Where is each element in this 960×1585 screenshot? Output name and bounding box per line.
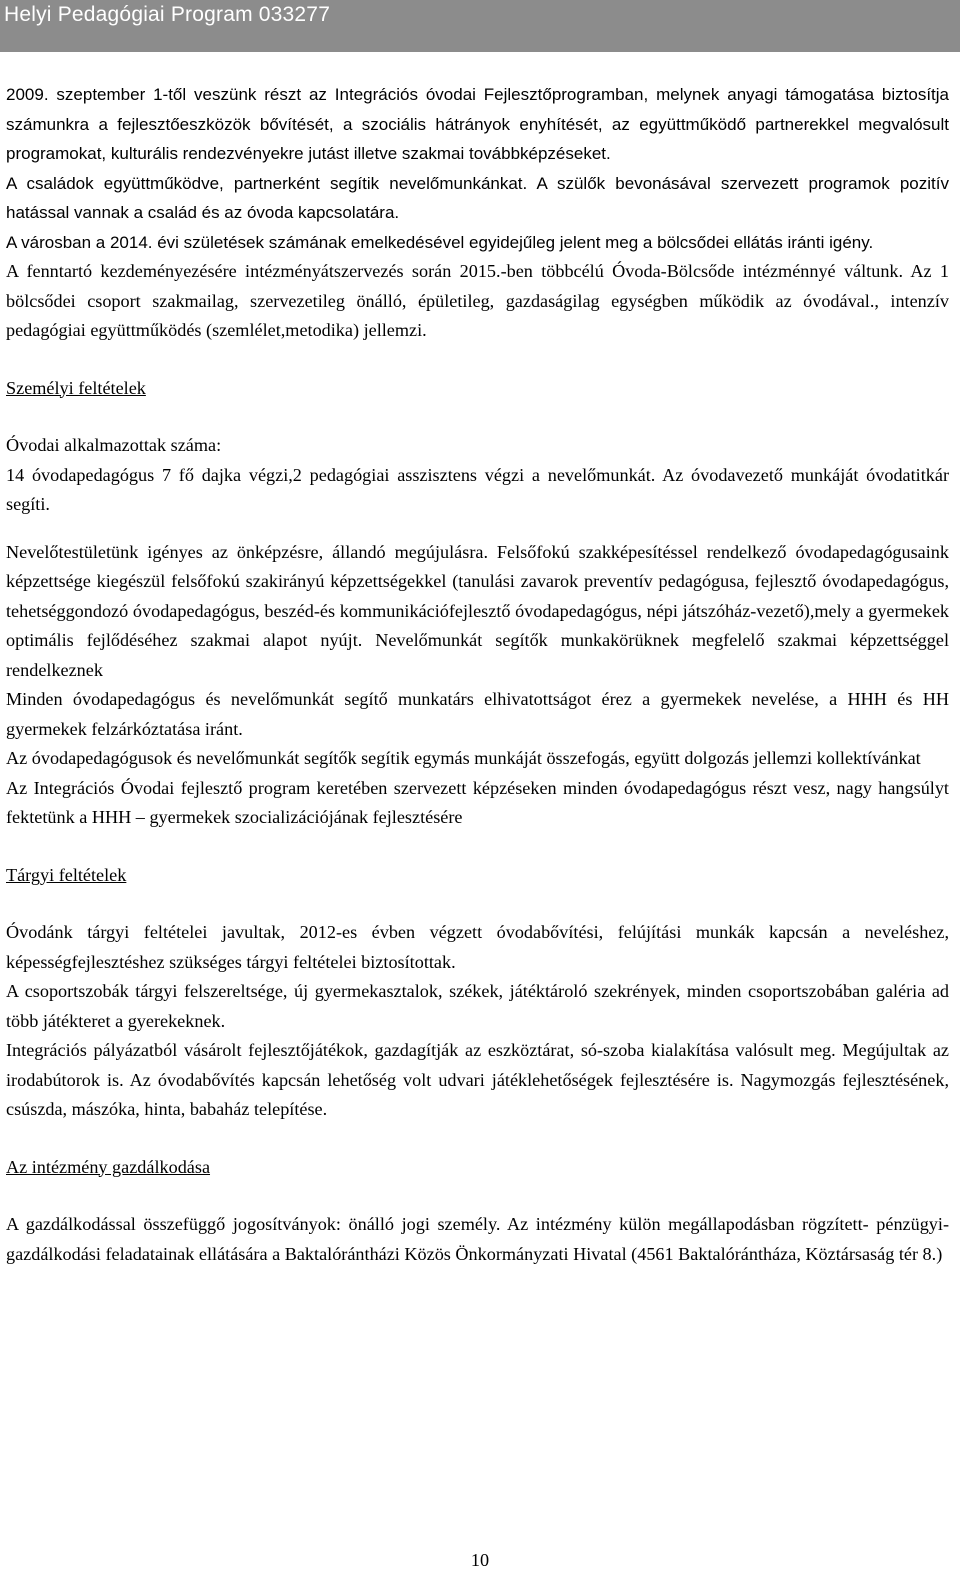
paragraph-staff-qualification: Nevelőtestületünk igényes az önképzésre, állandó megújulásra. Felsőfokú szakképesítéssel rendelkező óvodapedagógusaink képzettsége kiegészül felsőfokú szakirányú képzettségekkel (tanulási zavarok preventív pedagógusa, fejlesztő óvodapedagógus, tehetséggondozó óvodapedagógus, beszéd-és kommunikációfejlesztő óvodapedagógus, népi játszóház-vezető),mely a gyermekek optimális fejlődéséhez szakmai alapot nyújt. Nevelőmunkát segítők munkakörüknek megfelelő szakmai képzettséggel rendelkeznek: [6, 541, 949, 680]
section-heading-material: Tárgyi feltételek: [6, 864, 127, 885]
document-body: [6, 80, 949, 1269]
page-header: [0, 0, 960, 52]
paragraph-reorganization: A fenntartó kezdeményezésére intézményátszervezés során 2015.-ben többcélú Óvoda-Bölcsőde intézménnyé váltunk. Az 1 bölcsődei csoport szakmailag, szervezetileg önálló, épületileg, gazdaságilag egységben működik az óvodával., intenzív pedagógiai együttműködés (szemlélet,metodika) jellemzi.: [6, 261, 949, 340]
paragraph-staff-cooperation: Az óvodapedagógusok és nevelőmunkát segítők segítik egymás munkáját összefogás, együtt dolgozás jellemzi kollektívánkat: [6, 748, 921, 768]
paragraph-material-improvement: Óvodánk tárgyi feltételei javultak, 2012-es évben végzett óvodabővítési, felújítási munkák kapcsán a neveléshez, képességfejlesztéshez szükséges tárgyi feltételei biztosítottak.: [6, 922, 949, 972]
paragraph-nursery-demand: A városban a 2014. évi születések számának emelkedésével egyidejűleg jelent meg a bölcsődei ellátás iránti igény.: [6, 232, 874, 252]
section-heading-finance: Az intézmény gazdálkodása: [6, 1156, 211, 1177]
paragraph-developmental-toys: Integrációs pályázatból vásárolt fejlesztőjátékok, gazdagítják az eszköztárat, só-szoba kialakítása valósult meg. Megújultak az irodabútorok is. Az óvodabővítés kapcsán lehetőség volt udvari játéklehetőségek fejlesztésére is. Nagymozgás fejlesztésének, csúszda, mászóka, hinta, babaház telepítése.: [6, 1040, 949, 1119]
staff-count-heading: Óvodai alkalmazottak száma:: [6, 435, 222, 455]
page-number: 10: [470, 1550, 490, 1570]
paragraph-families: A családok együttműködve, partnerként segítik nevelőmunkánkat. A szülők bevonásával szervezett programok pozitív hatással vannak a család és az óvoda kapcsolatára.: [6, 173, 949, 222]
paragraph-staff-training: Az Integrációs Óvodai fejlesztő program keretében szervezett képzéseken minden óvodapedagógus részt vesz, nagy hangsúlyt fektetünk a HHH – gyermekek szocializációjának fejlesztésére: [6, 777, 949, 827]
header-title: Helyi Pedagógiai Program 033277: [4, 3, 331, 26]
paragraph-staff-commitment: Minden óvodapedagógus és nevelőmunkát segítő munkatárs elhivatottságot érez a gyermekek nevelése, a HHH és HH gyermekek felzárkóztatása iránt.: [6, 689, 949, 739]
section-heading-personal: Személyi feltételek: [6, 377, 146, 398]
staff-count-text: 14 óvodapedagógus 7 fő dajka végzi,2 pedagógiai asszisztens végzi a nevelőmunkát. Az óvodavezető munkáját óvodatitkár segíti.: [6, 464, 949, 514]
paragraph-group-rooms: A csoportszobák tárgyi felszereltsége, új gyermekasztalok, székek, játéktároló szekrények, minden csoportszobában galéria ad több játékteret a gyerekeknek.: [6, 981, 949, 1031]
paragraph-integration-program: 2009. szeptember 1-től veszünk részt az Integrációs óvodai Fejlesztőprogramban, melynek anyagi támogatása biztosítja számunkra a fejlesztőeszközök bővítését, a szociális hátrányok enyhítését, az együttműködő partnerekkel megvalósult programokat, kulturális rendezvényekre jutást illetve szakmai továbbképzéseket.: [6, 85, 949, 163]
paragraph-finance: A gazdálkodással összefüggő jogosítványok: önálló jogi személy. Az intézmény külön megállapodásban rögzített- pénzügyi-gazdálkodási feladatainak ellátására a Baktalórántházi Közös Önkormányzati Hivatal (4561 Baktalórántháza, Köztársaság tér 8.): [6, 1214, 949, 1264]
